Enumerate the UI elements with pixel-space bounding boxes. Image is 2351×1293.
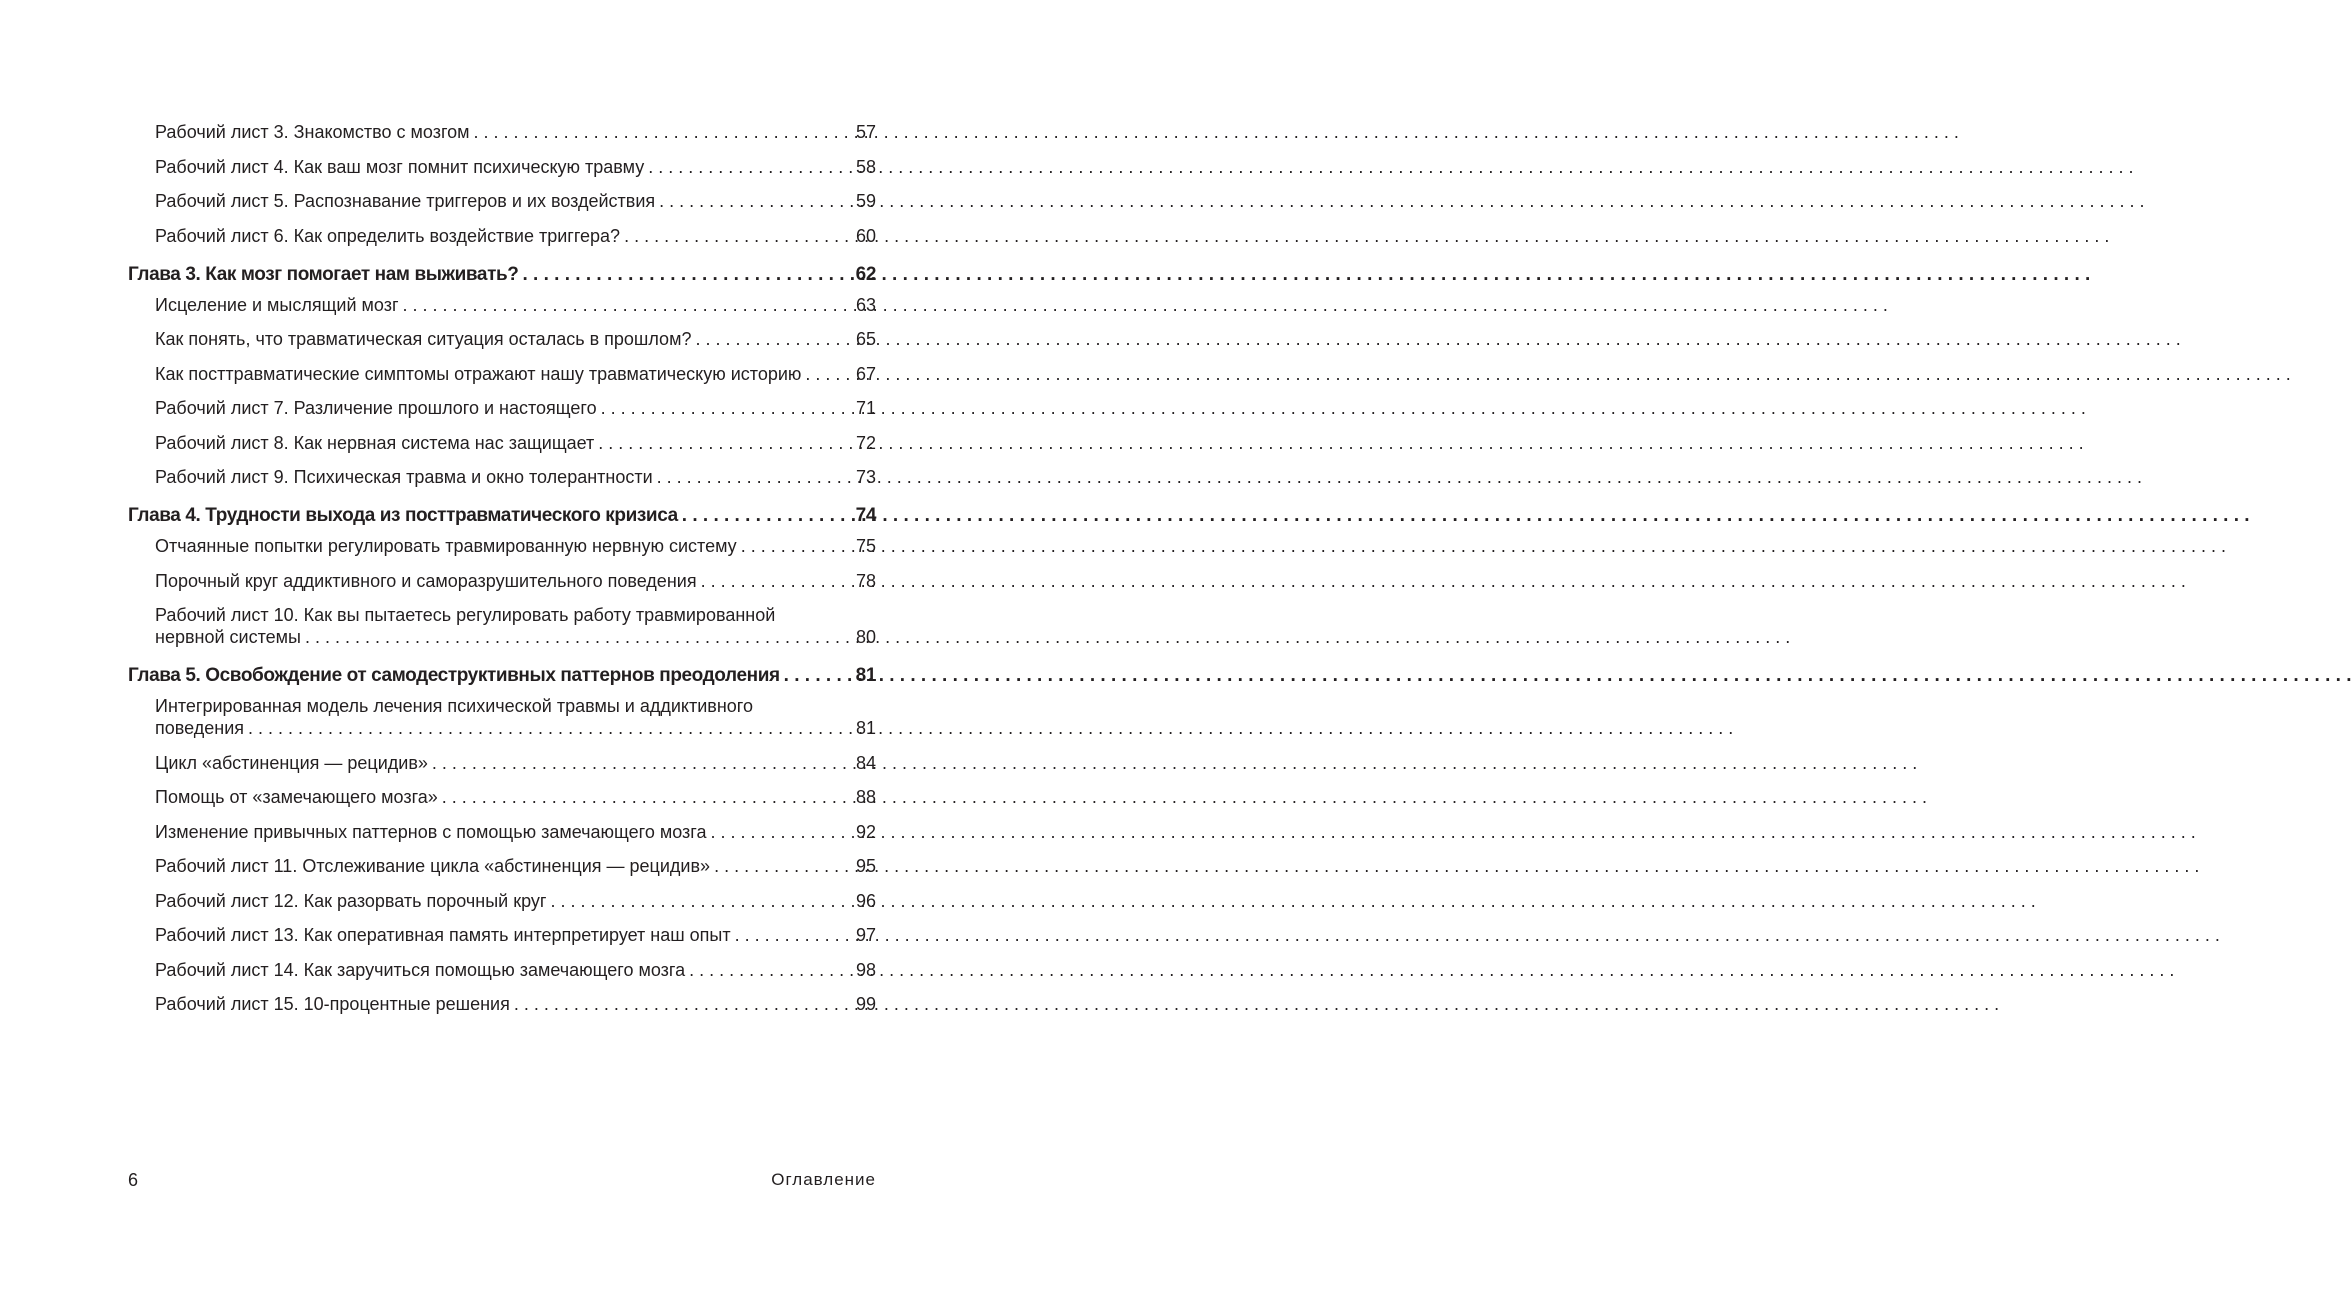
dot-leader (403, 294, 852, 316)
toc-entry (128, 328, 876, 350)
toc-chapter-page: 74 (855, 505, 876, 526)
dot-leader (784, 665, 852, 687)
toc-entry-page: 97 (855, 925, 876, 945)
toc-entry (128, 570, 876, 592)
toc-entry (128, 821, 876, 843)
toc-entry-title: Как посттравматические симптомы отражают нашу травматическую историю (155, 363, 802, 384)
toc-entry (128, 604, 876, 648)
toc-entry (128, 156, 876, 178)
toc-entry-title: Исцеление и мыслящий мозг (155, 294, 399, 315)
toc-entry-page: 84 (855, 752, 876, 773)
toc-entry-page: 58 (855, 156, 876, 177)
toc-entry-page: 98 (855, 959, 876, 980)
toc-entry-page: 75 (855, 536, 876, 556)
toc-entry (128, 890, 876, 912)
toc-entry-title: Цикл «абстиненция — рецидив» (155, 752, 428, 773)
dot-leader (701, 570, 852, 592)
toc-entry-title: Рабочий лист 5. Распознавание триггеров и их воздействия (155, 191, 656, 211)
toc-entry (128, 121, 876, 143)
toc-entry-title: Отчаянные попытки регулировать травмированную нервную систему (155, 536, 737, 556)
toc-entry (128, 190, 876, 212)
toc-entry (128, 397, 876, 419)
dot-leader (550, 890, 852, 912)
toc-entry-title-continued: поведения (155, 718, 244, 738)
toc-entry-page: 71 (855, 398, 876, 418)
dot-leader (689, 959, 852, 981)
toc-entry (128, 959, 876, 981)
dot-leader (735, 924, 852, 946)
toc-entry-page: 95 (855, 856, 876, 876)
dot-leader (248, 717, 852, 739)
toc-chapter-page: 62 (855, 263, 876, 285)
dot-leader (682, 505, 852, 527)
toc-entry (128, 924, 876, 946)
toc-entry (128, 225, 876, 247)
toc-entry-title: Изменение привычных паттернов с помощью замечающего мозга (155, 821, 707, 842)
toc-chapter (128, 665, 876, 687)
toc-entry-title: Как понять, что травматическая ситуация осталась в прошлом? (155, 329, 692, 349)
dot-leader (601, 397, 852, 419)
dot-leader (659, 190, 852, 212)
toc-entry-page: 57 (855, 122, 876, 142)
toc-entry-page: 78 (855, 570, 876, 591)
toc-chapter-title: Глава 3. Как мозг помогает нам выживать? (128, 263, 519, 285)
toc-entry-title: Рабочий лист 6. Как определить воздействие триггера? (155, 225, 621, 246)
toc-entry-page: 67 (855, 363, 876, 384)
toc-chapter-title: Глава 5. Освобождение от самодеструктивных паттернов преодоления (128, 665, 780, 686)
toc-entry (128, 432, 876, 454)
dot-leader (305, 626, 852, 648)
toc-entry-page: 80 (855, 627, 876, 647)
toc-entry-title: Рабочий лист 8. Как нервная система нас защищает (155, 432, 595, 453)
toc-entry-page: 96 (855, 890, 876, 911)
toc-entry-title-continued: нервной системы (155, 627, 301, 647)
toc-entry-page: 73 (855, 467, 876, 487)
toc-entry-page: 88 (855, 787, 876, 807)
toc-entry-title: Рабочий лист 7. Различение прошлого и настоящего (155, 398, 597, 418)
running-header-title: Оглавление (771, 1170, 876, 1189)
toc-entry-title: Рабочий лист 9. Психическая травма и окно толерантности (155, 467, 653, 487)
dot-leader (432, 752, 852, 774)
dot-leader (805, 363, 852, 385)
toc-entry-title: Рабочий лист 13. Как оперативная память интерпретирует наш опыт (155, 925, 731, 945)
page-number: 6 (128, 1170, 139, 1190)
toc-entry-title: Рабочий лист 12. Как разорвать порочный круг (155, 890, 547, 911)
toc-entry (128, 535, 876, 557)
toc-entry-title: Помощь от «замечающего мозга» (155, 787, 438, 807)
toc-entry-title: Рабочий лист 3. Знакомство с мозгом (155, 122, 470, 142)
toc-entry (128, 363, 876, 385)
dot-leader (741, 535, 852, 557)
dot-leader (710, 821, 851, 843)
dot-leader (648, 156, 852, 178)
dot-leader (695, 328, 852, 350)
toc-entry (128, 466, 876, 488)
toc-entry-title: Порочный круг аддиктивного и саморазрушительного поведения (155, 570, 697, 591)
toc-chapter (128, 264, 876, 286)
toc-entry (128, 752, 876, 774)
toc-entry (128, 786, 876, 808)
toc-entry-page: 99 (855, 994, 876, 1014)
toc-entry-page: 65 (855, 329, 876, 349)
toc-entry-page: 63 (855, 294, 876, 315)
toc-entry-title: Рабочий лист 4. Как ваш мозг помнит психическую травму (155, 156, 645, 177)
toc-entry-page: 92 (855, 821, 876, 842)
toc-entry-page: 72 (855, 432, 876, 453)
dot-leader (523, 264, 852, 286)
dot-leader (442, 786, 852, 808)
dot-leader (514, 993, 852, 1015)
toc-entry-title: Рабочий лист 14. Как заручиться помощью замечающего мозга (155, 959, 686, 980)
toc-entry (128, 855, 876, 877)
toc-entry (128, 294, 876, 316)
toc-entry (128, 695, 876, 739)
toc-entry-title: Рабочий лист 10. Как вы пытаетесь регулировать работу травмированной (155, 605, 776, 625)
toc-entry-title: Рабочий лист 11. Отслеживание цикла «абстиненция — рецидив» (155, 856, 711, 876)
dot-leader (474, 121, 852, 143)
toc-entry (128, 993, 876, 1015)
toc-chapter-title: Глава 4. Трудности выхода из посттравматического кризиса (128, 505, 678, 526)
table-of-contents (128, 121, 876, 1028)
toc-entry-page: 60 (855, 225, 876, 246)
toc-entry-page: 59 (855, 191, 876, 211)
dot-leader (657, 466, 852, 488)
dot-leader (714, 855, 852, 877)
toc-entry-title: Интегрированная модель лечения психической травмы и аддиктивного (155, 696, 753, 716)
toc-chapter-page: 81 (855, 665, 876, 686)
dot-leader (598, 432, 852, 454)
toc-chapter (128, 505, 876, 527)
dot-leader (624, 225, 852, 247)
toc-entry-page: 81 (855, 718, 876, 738)
toc-entry-title: Рабочий лист 15. 10-процентные решения (155, 994, 510, 1014)
